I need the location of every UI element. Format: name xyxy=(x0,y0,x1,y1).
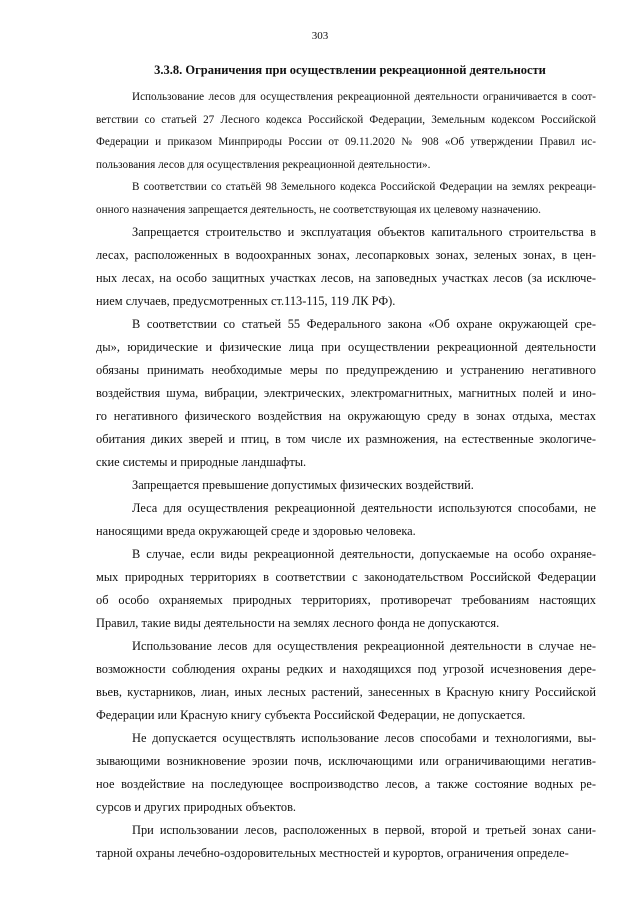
line-text: сурсов и других природных объектов. xyxy=(96,800,297,814)
paragraph-line xyxy=(96,221,596,244)
line-text: Использование лесов для осуществления рекреационной деятельности в случае не- xyxy=(132,639,596,653)
paragraph xyxy=(96,543,596,635)
line-text: пользования лесов для осуществления рекреационной деятельности». xyxy=(96,158,431,171)
paragraph-line xyxy=(96,589,596,612)
paragraph-line xyxy=(96,382,596,405)
line-text: Леса для осуществления рекреационной деятельности используются способами, не xyxy=(132,501,596,515)
line-text: го негативного физического воздействия на окружающую среду в зонах отдыха, местах xyxy=(96,409,596,423)
paragraph-line xyxy=(96,520,596,543)
paragraph-line xyxy=(96,635,596,658)
paragraph-line xyxy=(96,428,596,451)
paragraph-line xyxy=(96,796,596,819)
paragraph-line xyxy=(96,176,596,199)
paragraph-line xyxy=(96,566,596,589)
line-text: ветствии со статьей 27 Лесного кодекса Российской Федерации, Земельным кодексом Российской xyxy=(96,113,596,126)
section-heading: 3.3.8. Ограничения при осуществлении рекреационной деятельности xyxy=(154,63,546,77)
line-text: В случае, если виды рекреационной деятельности, допускаемые на особо охраняе- xyxy=(132,547,596,561)
paragraph-line xyxy=(96,244,596,267)
paragraph-line xyxy=(96,474,596,497)
paragraph xyxy=(96,86,596,176)
paragraph-line xyxy=(96,842,596,865)
line-text: тарной охраны лечебно-оздоровительных местностей и курортов, ограничения определе- xyxy=(96,846,569,860)
paragraph-line xyxy=(96,658,596,681)
paragraph-line xyxy=(96,336,596,359)
paragraph-line xyxy=(96,727,596,750)
paragraph-line xyxy=(96,612,596,635)
paragraph-line xyxy=(96,773,596,796)
line-text: Запрещается превышение допустимых физических воздействий. xyxy=(132,478,474,492)
paragraph-line xyxy=(96,313,596,336)
line-text: Запрещается строительство и эксплуатация объектов капитального строительства в xyxy=(132,225,596,239)
line-text: лесах, расположенных в водоохранных зонах, лесопарковых зонах, зеленых зонах, в цен- xyxy=(96,248,596,262)
line-text: воздействия шума, вибрации, электрических, электромагнитных, магнитных полей и ино- xyxy=(96,386,596,400)
line-text: Использование лесов для осуществления рекреационной деятельности ограничивается в соот- xyxy=(132,91,596,103)
document-body xyxy=(96,86,596,865)
line-text: возможности соблюдения охраны редких и находящихся под угрозой исчезновения дере- xyxy=(96,662,596,676)
paragraph-line xyxy=(96,543,596,566)
paragraph xyxy=(96,819,596,865)
line-text: зывающими возникновение эрозии почв, исключающими или ограничивающими негатив- xyxy=(96,754,596,768)
line-text: ские системы и природные ландшафты. xyxy=(96,455,307,469)
paragraph xyxy=(96,176,596,221)
paragraph-line xyxy=(96,267,596,290)
paragraph-line xyxy=(96,681,596,704)
line-text: обязаны принимать необходимые меры по предупреждению и устранению негативного xyxy=(96,363,596,377)
page-number: 303 xyxy=(311,30,329,42)
paragraph-line xyxy=(96,109,596,132)
line-text: нием случаев, предусмотренных ст.113-115, 119 ЛК РФ). xyxy=(96,294,396,308)
paragraph xyxy=(96,635,596,727)
paragraph xyxy=(96,474,596,497)
line-text: ное воздействие на последующее воспроизводство лесов, а также состояние водных ре- xyxy=(96,777,596,791)
line-text: Федерации и приказом Минприроды России от 09.11.2020 № 908 «Об утверждении Правил ис- xyxy=(96,136,596,148)
line-text: обитания диких зверей и птиц, в том числе их размножения, на естественные экологиче- xyxy=(96,432,596,446)
paragraph xyxy=(96,221,596,313)
line-text: В соответствии со статьей 55 Федерального закона «Об охране окружающей сре- xyxy=(132,317,596,331)
line-text: вьев, кустарников, лиан, иных лесных растений, занесенных в Красную книгу Российской xyxy=(96,685,596,699)
paragraph-line xyxy=(96,359,596,382)
paragraph-line xyxy=(96,131,596,154)
paragraph-line xyxy=(96,750,596,773)
line-text: ных лесах, на особо защитных участках лесов, на заповедных участках лесов (за исключе- xyxy=(96,271,596,285)
line-text: Правил, такие виды деятельности на землях лесного фонда не допускаются. xyxy=(96,616,500,630)
paragraph xyxy=(96,727,596,819)
paragraph-line xyxy=(96,86,596,109)
line-text: В соответствии со статьёй 98 Земельного кодекса Российской Федерации на землях рекреаци- xyxy=(132,181,596,193)
paragraph xyxy=(96,497,596,543)
paragraph-line xyxy=(96,154,596,177)
paragraph-line xyxy=(96,704,596,727)
paragraph-line xyxy=(96,405,596,428)
paragraph-line xyxy=(96,199,596,222)
paragraph-line xyxy=(96,497,596,520)
line-text: При использовании лесов, расположенных в первой, второй и третьей зонах сани- xyxy=(132,823,596,837)
line-text: мых природных территориях в соответствии с законодательством Российской Федерации xyxy=(96,570,596,584)
paragraph-line xyxy=(96,451,596,474)
line-text: Не допускается осуществлять использование лесов способами и технологиями, вы- xyxy=(132,731,596,745)
line-text: ды», юридические и физические лица при осуществлении рекреационной деятельности xyxy=(96,340,596,354)
line-text: об особо охраняемых природных территориях, противоречат требованиям настоящих xyxy=(96,593,596,607)
paragraph-line xyxy=(96,290,596,313)
line-text: наносящими вреда окружающей среде и здоровью человека. xyxy=(96,524,416,538)
line-text: онного назначения запрещается деятельность, не соответствующая их целевому назначению. xyxy=(96,203,541,216)
paragraph xyxy=(96,313,596,474)
paragraph-line xyxy=(96,819,596,842)
line-text: Федерации или Красную книгу субъекта Российской Федерации, не допускается. xyxy=(96,708,526,722)
